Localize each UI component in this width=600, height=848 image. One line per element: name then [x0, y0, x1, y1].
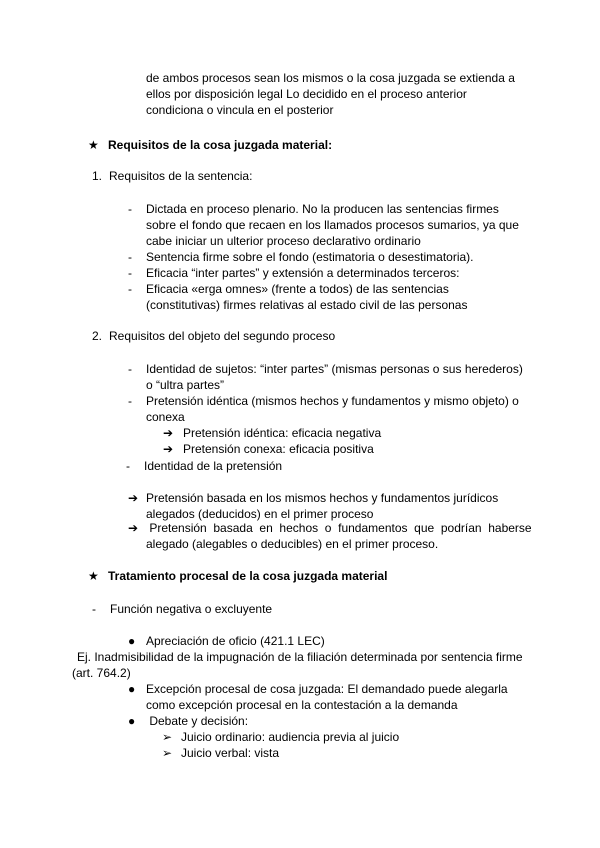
bullet-line: sobre el fondo que recaen en los llamados procesos sumarios, ya que — [146, 218, 519, 232]
star-icon: ★ — [88, 138, 99, 152]
bullet-line: (constitutivas) firmes relativas al estado civil de las personas — [146, 298, 468, 312]
bullet-line: Excepción procesal de cosa juzgada: El demandado puede alegarla — [146, 682, 508, 696]
arrow-right-icon: ➔ — [163, 426, 174, 440]
example-paragraph — [72, 649, 530, 681]
item-number: 1. — [92, 169, 103, 183]
arrow-paragraph — [146, 520, 532, 552]
arrowhead-icon: ➢ — [162, 730, 173, 744]
bullet-line: Eficacia «erga omnes» (frente a todos) de las sentencias — [146, 282, 449, 296]
bullet-text — [146, 201, 529, 249]
dot-bullet-icon: ● — [128, 634, 136, 648]
item-label: Requisitos del objeto del segundo proceso — [109, 329, 336, 343]
sub-text: Juicio ordinario: audiencia previa al juicio — [181, 730, 400, 744]
intro-line: de ambos procesos sean los mismos o la cosa juzgada se extienda a — [146, 71, 515, 85]
example-line: Ej. Inadmisibilidad de la impugnación de la filiación determinada por sentencia firme — [77, 650, 523, 664]
arrow-right-icon: ➔ — [128, 521, 139, 535]
arrow-item — [163, 425, 381, 441]
numbered-item-2 — [92, 328, 335, 344]
arrow-item — [163, 441, 374, 457]
arrow-right-icon: ➔ — [163, 442, 174, 456]
bullet-line: Identidad de sujetos: “inter partes” (mismas personas o sus herederos) — [146, 362, 523, 376]
bullet-text: Eficacia “inter partes” y extensión a determinados terceros: — [146, 266, 460, 280]
sub-text: Juicio verbal: vista — [181, 746, 280, 760]
bullet-text: Debate y decisión: — [146, 714, 249, 728]
bullet-line: Dictada en proceso plenario. No la producen las sentencias firmes — [146, 202, 499, 216]
bullet-text: Identidad de la pretensión — [144, 459, 283, 473]
arrow-line: Pretensión basada en hechos o fundamentos que podrían haberse — [146, 521, 532, 535]
sub-arrow-item — [162, 729, 399, 745]
bullet-line: cabe iniciar un ulterior proceso declarativo ordinario — [146, 234, 421, 248]
arrow-line: Pretensión basada en los mismos hechos y fundamentos jurídicos — [146, 491, 499, 505]
bullet-text — [146, 281, 529, 313]
dash-bullet: - — [128, 394, 132, 408]
bullet-text: Apreciación de oficio (421.1 LEC) — [146, 634, 325, 648]
dash-bullet: - — [128, 282, 132, 296]
bullet-line: como excepción procesal en la contestación a la demanda — [146, 698, 458, 712]
sub-arrow-item — [162, 745, 279, 761]
star-icon: ★ — [88, 569, 99, 583]
arrow-right-icon: ➔ — [128, 491, 139, 505]
dash-bullet: - — [128, 266, 132, 280]
section-heading-requisitos — [88, 137, 332, 153]
bullet-text: Función negativa o excluyente — [110, 602, 273, 616]
bullet-text — [146, 361, 529, 393]
bullet-line: conexa — [146, 410, 185, 424]
arrowhead-icon: ➢ — [162, 746, 173, 760]
item-number: 2. — [92, 329, 103, 343]
dash-bullet: - — [128, 250, 132, 264]
heading-text: Requisitos de la cosa juzgada material: — [108, 138, 333, 152]
dash-bullet: - — [128, 362, 132, 376]
dash-bullet: - — [92, 602, 96, 616]
numbered-item-1 — [92, 168, 252, 184]
heading-text: Tratamiento procesal de la cosa juzgada material — [108, 569, 388, 583]
bullet-text — [146, 681, 529, 713]
bullet-text: Sentencia firme sobre el fondo (estimatoria o desestimatoria). — [146, 250, 474, 264]
dash-bullet: - — [128, 202, 132, 216]
intro-line: ellos por disposición legal Lo decidido en el proceso anterior — [146, 87, 467, 101]
arrow-line: alegados (deducidos) en el primer proceso — [146, 507, 374, 521]
dot-bullet-icon: ● — [128, 714, 136, 728]
arrow-text: Pretensión conexa: eficacia positiva — [183, 442, 374, 456]
arrow-paragraph — [146, 490, 529, 522]
bullet-line: o “ultra partes” — [146, 378, 225, 392]
intro-line: condiciona o vincula en el posterior — [146, 103, 334, 117]
dash-bullet: - — [126, 459, 130, 473]
bullet-text — [146, 393, 529, 425]
section-heading-tratamiento — [88, 568, 387, 584]
arrow-text: Pretensión idéntica: eficacia negativa — [183, 426, 382, 440]
item-label: Requisitos de la sentencia: — [109, 169, 253, 183]
example-line: (art. 764.2) — [72, 666, 131, 680]
bullet-line: Pretensión idéntica (mismos hechos y fundamentos y mismo objeto) o — [146, 394, 519, 408]
dot-bullet-icon: ● — [128, 682, 136, 696]
intro-paragraph — [146, 70, 529, 118]
arrow-line: alegado (alegables o deducibles) en el primer proceso. — [146, 537, 439, 551]
